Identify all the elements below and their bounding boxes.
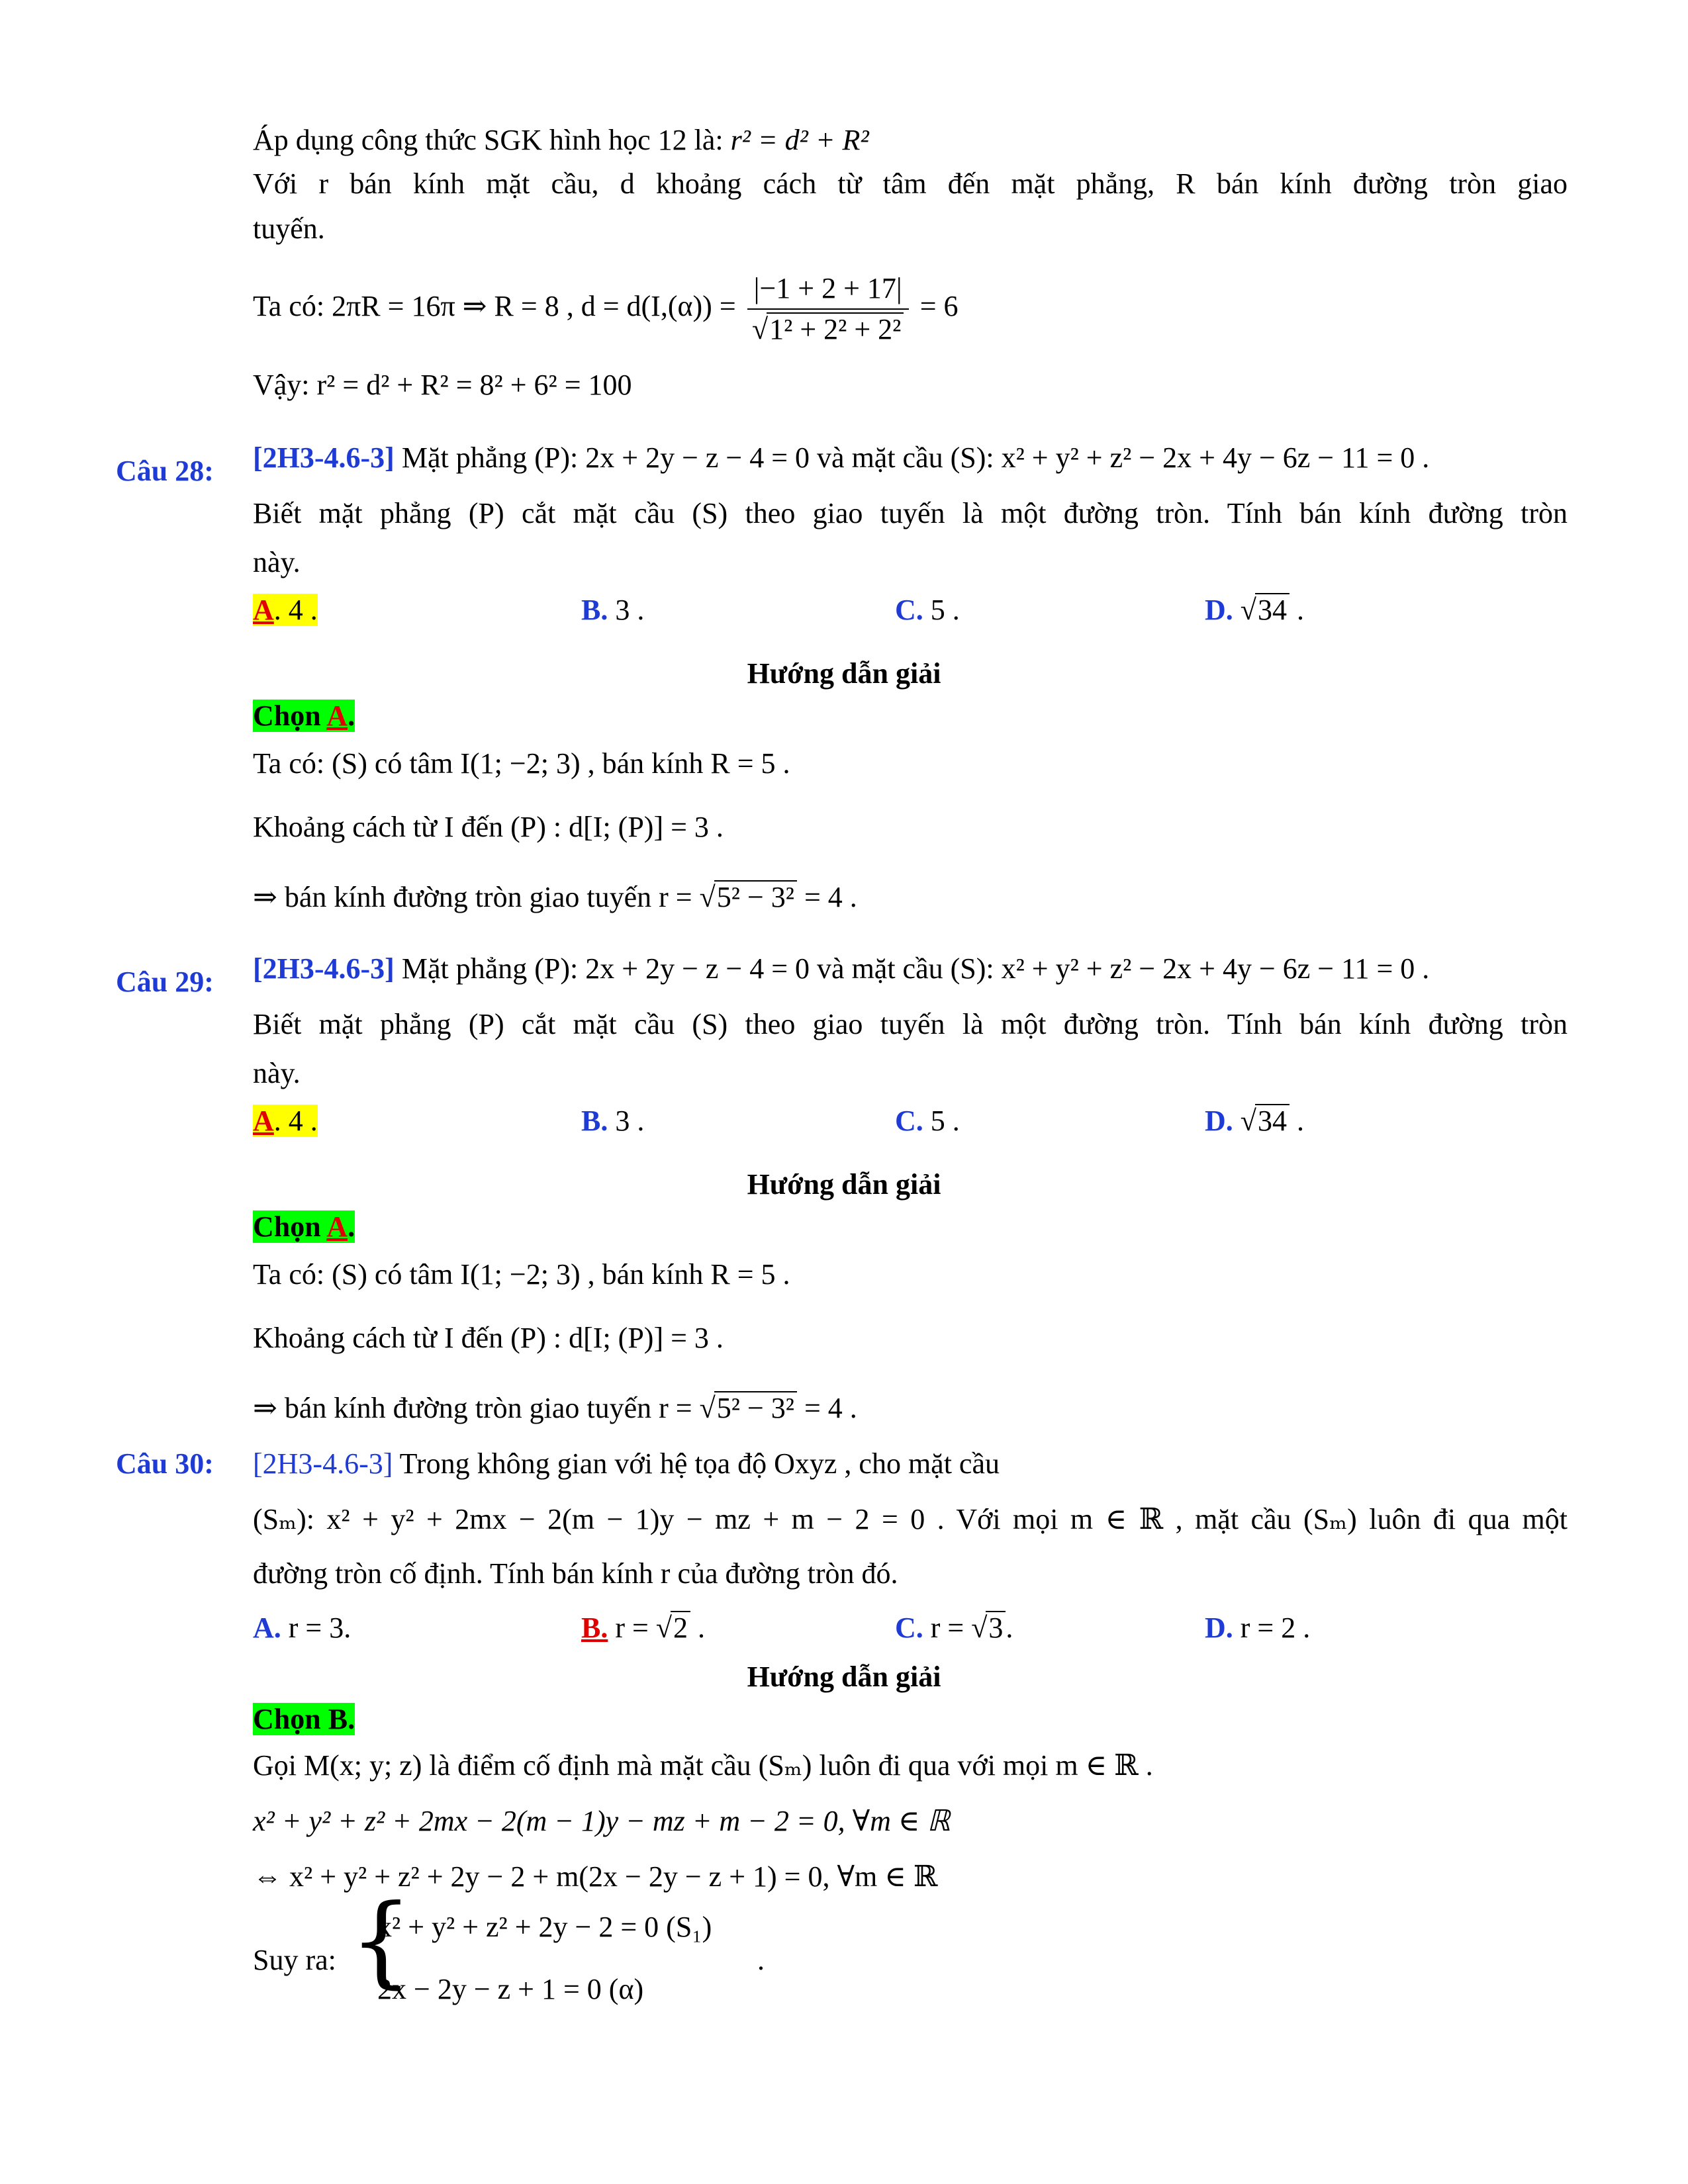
q29-label: Câu 29:	[116, 966, 214, 998]
q29-stem-line1	[253, 948, 1568, 990]
q28-option-b-key: B.	[581, 594, 608, 626]
q30-option-c-end: .	[1006, 1612, 1013, 1644]
q30-option-b-value: r =	[608, 1612, 656, 1644]
q28-option-b[interactable]	[581, 589, 644, 631]
q30-stem-line1	[253, 1443, 1568, 1485]
q30-option-a-key: A.	[253, 1612, 281, 1644]
q28-stem-line1	[253, 437, 1568, 479]
q28-option-d-key: D.	[1205, 594, 1233, 626]
q28-guide-heading: Hướng dẫn giải	[747, 657, 941, 690]
fraction-radicand: 1² + 2² + 2²	[767, 312, 904, 345]
q28-answer-line	[253, 695, 1568, 737]
q29-step3-text: ⇒ bán kính đường tròn giao tuyến r =	[253, 1392, 700, 1424]
intro-calc-text: Ta có: 2πR = 16π ⇒ R = 8 , d = d(I,(α)) =	[253, 290, 743, 322]
q29-option-d-value: 34	[1255, 1104, 1289, 1137]
intro-fraction	[747, 269, 909, 349]
q30-stem-line3: đường tròn cố định. Tính bán kính r của đường tròn đó.	[253, 1557, 898, 1590]
q28-option-a-key: A	[253, 594, 274, 626]
q29-option-a-dot: .	[273, 1105, 281, 1137]
q28-solution-step3: ⇒ bán kính đường tròn giao tuyến r = √5² − 3² = 4 .	[253, 881, 857, 913]
q28-option-d-value: 34	[1255, 593, 1289, 626]
intro-definition-cont: tuyến.	[253, 212, 325, 245]
q29-answer-line	[253, 1206, 1568, 1248]
q29-option-d-key: D.	[1205, 1105, 1233, 1137]
q30-option-a[interactable]	[253, 1607, 351, 1649]
q29-solution-step1: Ta có: (S) có tâm I(1; −2; 3) , bán kính R = 5 .	[253, 1258, 790, 1291]
q28-option-a[interactable]	[253, 589, 318, 631]
q28-option-d[interactable]: D. √34 .	[1205, 594, 1304, 626]
q28-stem-line2: Biết mặt phẳng (P) cắt mặt cầu (S) theo giao tuyến là một đường tròn. Tính bán kính đường tròn	[253, 497, 1568, 529]
q30-option-c-key: C.	[895, 1612, 923, 1644]
q29-option-a-key: A	[253, 1105, 274, 1137]
q30-option-b-key: B.	[581, 1612, 608, 1644]
q30-option-d[interactable]	[1205, 1607, 1310, 1649]
q28-option-c-key: C.	[895, 594, 923, 626]
q30-option-b-radicand: 2	[671, 1611, 690, 1644]
q28-option-a-value: 4 .	[281, 594, 318, 626]
q30-solution-step1: Gọi M(x; y; z) là điểm cố định mà mặt cầu (Sₘ) luôn đi qua với mọi m ∈ ℝ .	[253, 1749, 1153, 1782]
q29-choose-text: Chọn	[253, 1210, 327, 1243]
q30-solution-step3: ⇔ x² + y² + z² + 2y − 2 + m(2x − 2y − z + 1) = 0, ∀m ∈ ℝ	[253, 1860, 938, 1893]
q30-option-c[interactable]: C. r = √3.	[895, 1612, 1013, 1644]
intro-calc-result: = 6	[912, 290, 959, 322]
q30-stem-text: Trong không gian với hệ tọa độ Oxyz , cho mặt cầu	[393, 1447, 1000, 1480]
intro-formula-text: Áp dụng công thức SGK hình học 12 là:	[253, 124, 731, 156]
q30-label: Câu 30:	[116, 1447, 214, 1480]
q29-option-c[interactable]	[895, 1100, 960, 1142]
q30-system-end: .	[757, 1944, 765, 1976]
q30-stem-line2: (Sₘ): x² + y² + 2mx − 2(m − 1)y − mz + m − 2 = 0 . Với mọi m ∈ ℝ , mặt cầu (Sₘ) luôn đi qua một	[253, 1503, 1568, 1535]
q28-step3-result: = 4 .	[796, 881, 857, 913]
q30-option-d-key: D.	[1205, 1612, 1233, 1644]
q29-option-b-value: 3 .	[608, 1105, 645, 1137]
q30-choose-text: Chọn B.	[253, 1703, 355, 1735]
q30-system-eq1: x² + y² + z² + 2y − 2 = 0 (S₁)	[377, 1911, 712, 1943]
q28-solution-step1: Ta có: (S) có tâm I(1; −2; 3) , bán kính R = 5 .	[253, 747, 790, 780]
q30-tag: [2H3-4.6-3]	[253, 1447, 393, 1480]
q28-step3-radicand: 5² − 3²	[714, 880, 797, 913]
q29-option-c-key: C.	[895, 1105, 923, 1137]
q28-label: Câu 28:	[116, 455, 214, 487]
q30-option-b-end: .	[690, 1612, 705, 1644]
q29-option-d[interactable]: D. √34 .	[1205, 1105, 1304, 1137]
q28-choose-key: A	[326, 700, 348, 732]
q29-stem-line2: Biết mặt phẳng (P) cắt mặt cầu (S) theo giao tuyến là một đường tròn. Tính bán kính đường tròn	[253, 1008, 1568, 1040]
q30-option-a-value: r = 3.	[281, 1612, 352, 1644]
q29-solution-step2: Khoảng cách từ I đến (P) : d[I; (P)] = 3 .	[253, 1322, 724, 1354]
q29-step3-result: = 4 .	[796, 1392, 857, 1424]
q28-tag: [2H3-4.6-3]	[253, 441, 395, 474]
q29-option-b[interactable]	[581, 1100, 644, 1142]
q29-stem-text: Mặt phẳng (P): 2x + 2y − z − 4 = 0 và mặt cầu (S): x² + y² + z² − 2x + 4y − 6z − 11 = 0 .	[394, 952, 1430, 985]
intro-formula-line	[253, 119, 1568, 161]
q30-system-eq2: 2x − 2y − z + 1 = 0 (α)	[377, 1973, 644, 2005]
q28-choose-dot: .	[348, 700, 355, 732]
q29-tag: [2H3-4.6-3]	[253, 952, 395, 985]
q29-option-b-key: B.	[581, 1105, 608, 1137]
q28-option-a-dot: .	[273, 594, 281, 626]
q30-option-d-value: r = 2 .	[1233, 1612, 1311, 1644]
q29-option-a[interactable]	[253, 1100, 318, 1142]
q30-option-c-value: r =	[923, 1612, 972, 1644]
q29-choose-dot: .	[348, 1210, 355, 1243]
q29-stem-line3: này.	[253, 1057, 301, 1089]
fraction-denominator: √1² + 2² + 2²	[747, 310, 909, 349]
q30-solution-step4-label: Suy ra:	[253, 1944, 336, 1976]
q30-solution-step2: x² + y² + z² + 2mx − 2(m − 1)y − mz + m − 2 = 0, ∀m ∈ ℝ	[253, 1805, 951, 1837]
q28-option-b-value: 3 .	[608, 594, 645, 626]
q29-solution-step3: ⇒ bán kính đường tròn giao tuyến r = √5² − 3² = 4 .	[253, 1392, 857, 1424]
q28-stem-text: Mặt phẳng (P): 2x + 2y − z − 4 = 0 và mặt cầu (S): x² + y² + z² − 2x + 4y − 6z − 11 = 0 .	[394, 441, 1430, 474]
q29-choose-key: A	[326, 1210, 348, 1243]
intro-calc-line	[253, 263, 1568, 349]
q28-solution-step2: Khoảng cách từ I đến (P) : d[I; (P)] = 3 .	[253, 811, 724, 843]
q30-option-b[interactable]: B. r = √2 .	[581, 1612, 705, 1644]
q30-answer-line	[253, 1698, 1568, 1741]
intro-definition-line: Với r bán kính mặt cầu, d khoảng cách từ tâm đến mặt phẳng, R bán kính đường tròn giao	[253, 167, 1568, 200]
q28-option-c-value: 5 .	[923, 594, 960, 626]
q28-stem-line3: này.	[253, 546, 301, 578]
q28-step3-text: ⇒ bán kính đường tròn giao tuyến r =	[253, 881, 700, 913]
q29-guide-heading: Hướng dẫn giải	[747, 1168, 941, 1201]
q28-option-c[interactable]	[895, 589, 960, 631]
intro-formula-math: r² = d² + R²	[730, 124, 869, 156]
fraction-numerator: |−1 + 2 + 17|	[747, 269, 909, 310]
system-brace: {	[350, 1884, 413, 1999]
q30-option-c-radicand: 3	[986, 1611, 1006, 1644]
q29-option-a-value: 4 .	[281, 1105, 318, 1137]
q28-choose-text: Chọn	[253, 700, 327, 732]
q29-option-c-value: 5 .	[923, 1105, 960, 1137]
q30-guide-heading: Hướng dẫn giải	[747, 1661, 941, 1693]
intro-conclusion: Vậy: r² = d² + R² = 8² + 6² = 100	[253, 369, 632, 401]
q29-step3-radicand: 5² − 3²	[714, 1391, 797, 1424]
